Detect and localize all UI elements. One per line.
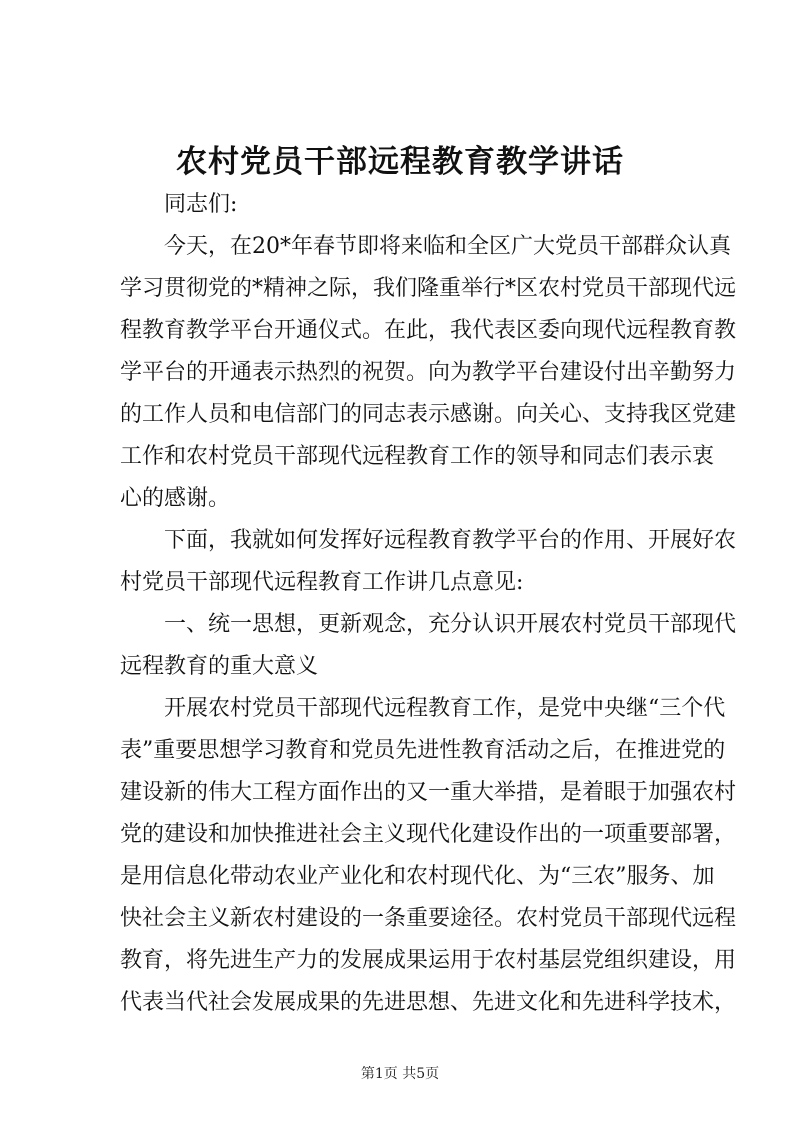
paragraph-line: 是用信息化带动农业产业化和农村现代化、为“三农”服务、加 (120, 864, 715, 889)
paragraph-line: 学习贯彻党的*精神之际，我们隆重举行*区农村党员干部现代远 (120, 276, 737, 301)
paragraph-line: 程教育教学平台开通仪式。在此，我代表区委向现代远程教育教 (120, 318, 737, 343)
paragraph-line: 快社会主义新农村建设的一条重要途径。农村党员干部现代远程 (120, 906, 737, 931)
paragraph-line: 党的建设和加快推进社会主义现代化建设作出的一项重要部署， (120, 822, 737, 847)
section-heading-line: 远程教育的重大意义 (120, 654, 319, 679)
paragraph-line: 表”重要思想学习教育和党员先进性教育活动之后，在推进党的 (120, 738, 726, 763)
paragraph-line: 心的感谢。 (120, 486, 231, 511)
paragraph-line: 工作和农村党员干部现代远程教育工作的领导和同志们表示衷 (120, 444, 715, 469)
paragraph-line: 学平台的开通表示热烈的祝贺。向为教学平台建设付出辛勤努力 (120, 360, 737, 385)
paragraph-line: 代表当代社会发展成果的先进思想、先进文化和先进科学技术， (120, 990, 737, 1015)
paragraph-line: 建设新的伟大工程方面作出的又一重大举措，是着眼于加强农村 (120, 780, 737, 805)
paragraph-line: 同志们: (164, 192, 238, 217)
section-heading-line: 一、统一思想，更新观念，充分认识开展农村党员干部现代 (164, 612, 737, 637)
paragraph-line: 的工作人员和电信部门的同志表示感谢。向关心、支持我区党建 (120, 402, 737, 427)
page-number: 第1页 共5页 (360, 1066, 440, 1082)
paragraph-line: 村党员干部现代远程教育工作讲几点意见: (120, 570, 524, 595)
document-body (120, 184, 737, 1024)
page-title: 农村党员干部远程教育教学讲话 (176, 144, 624, 180)
paragraph-line: 开展农村党员干部现代远程教育工作，是党中央继“三个代 (164, 696, 726, 721)
paragraph-line: 教育，将先进生产力的发展成果运用于农村基层党组织建设，用 (120, 948, 737, 973)
paragraph-line: 今天，在20*年春节即将来临和全区广大党员干部群众认真 (164, 234, 731, 259)
paragraph-line: 下面，我就如何发挥好远程教育教学平台的作用、开展好农 (164, 528, 737, 553)
